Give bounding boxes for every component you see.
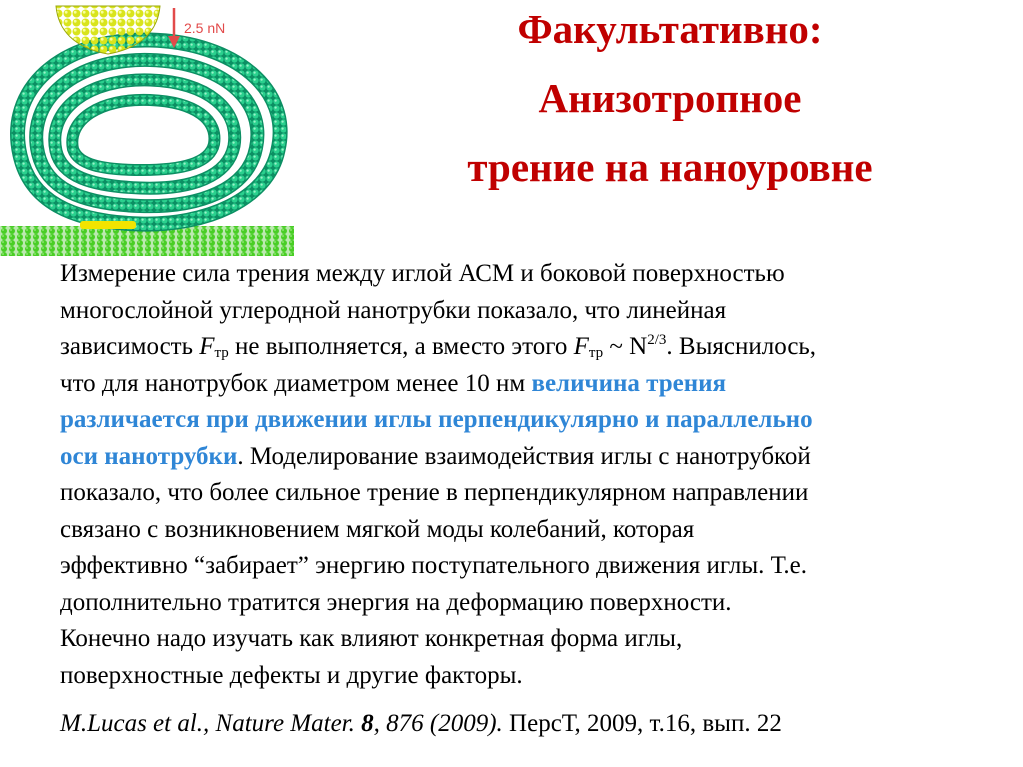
citation-volume: 8 [361, 710, 374, 737]
body-line-5 [60, 402, 1005, 439]
body-line-3: зависимость $F_{тр}$ не выполняется, а вместо этого $F_{тр}$ ~ $N^{2/3}$. Выяснилось, [60, 332, 817, 361]
highlight-text: оси нанотрубки [60, 442, 238, 470]
title-line-2: Анизотропное [538, 75, 802, 121]
citation [60, 706, 782, 742]
citation-pages: , 876 (2009). [373, 710, 503, 737]
body-line-4: что для нанотрубок диаметром менее 10 нм величина трения [60, 369, 727, 397]
body-line-1: Измерение сила трения между иглой АСМ и боковой поверхностью [60, 260, 785, 287]
force-label: 2.5 nN [184, 20, 226, 36]
body-line-6: оси нанотрубки. Моделирование взаимодействия иглы с нанотрубкой [60, 442, 811, 470]
body-paragraph [60, 256, 1005, 694]
body-line-2: многослойной углеродной нанотрубки показало, что линейная [60, 296, 727, 324]
citation-source: ПерсТ, 2009, т.16, вып. 22 [502, 710, 782, 737]
citation-authors: M.Lucas et al., Nature Mater. [60, 710, 355, 737]
friction-force-symbol: F [199, 333, 215, 360]
friction-force-symbol: F [573, 333, 589, 360]
highlight-text: величина трения [531, 369, 727, 397]
body-line-12: поверхностные дефекты и другие факторы. [60, 661, 523, 689]
body-line-10: дополнительно тратится энергия на деформацию поверхности. [60, 588, 732, 616]
nanotube-illustration [0, 0, 300, 262]
body-line-11: Конечно надо изучать как влияют конкретная форма иглы, [60, 625, 683, 652]
nanotube-rings [18, 40, 281, 224]
body-line-8: связано с возникновением мягкой моды колебаний, которая [60, 515, 695, 543]
title-line-1: Факультативно: [517, 6, 823, 52]
highlight-text: различается при движении иглы перпендикулярно и параллельно [60, 406, 813, 433]
body-line-9: эффективно “забирает” энергию поступательного движения иглы. Т.е. [60, 552, 808, 579]
body-line-7: показало, что более сильное трение в перпендикулярном направлении [60, 479, 809, 506]
contact-region [80, 221, 136, 229]
title-line-3: трение на наноуровне [467, 144, 873, 190]
